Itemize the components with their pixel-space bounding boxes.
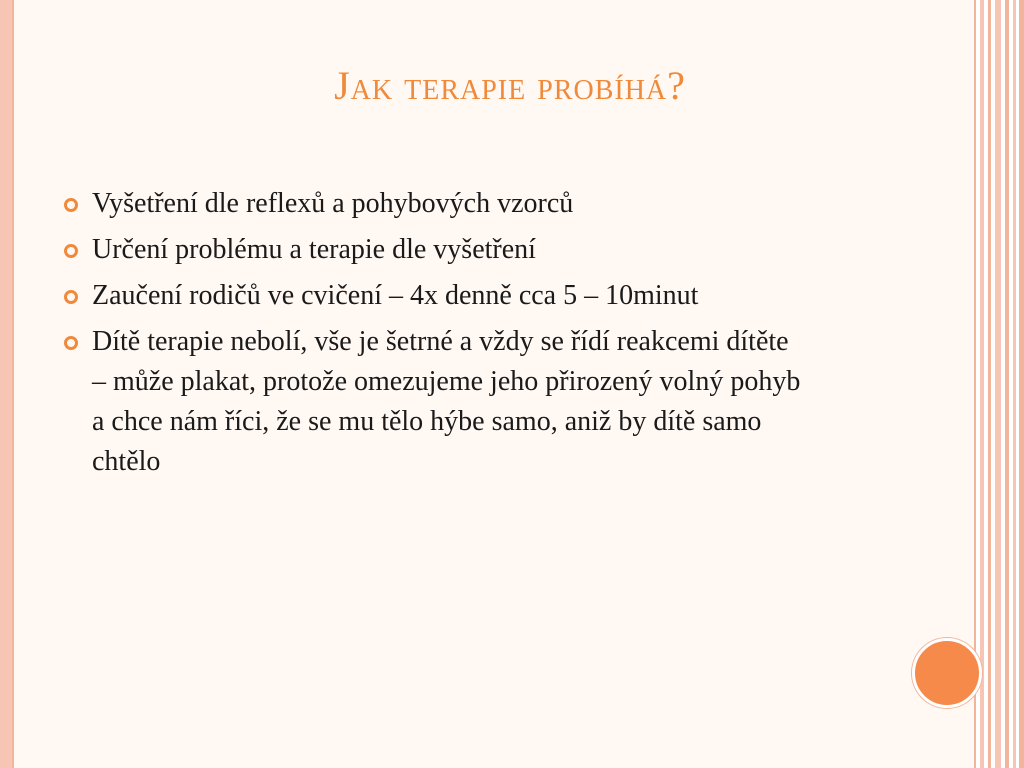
bullet-ring-icon	[64, 198, 78, 212]
bullet-item	[64, 276, 804, 316]
bullet-ring-icon	[64, 290, 78, 304]
decorative-circle	[912, 638, 982, 708]
decorative-stripe	[1005, 0, 1009, 768]
bullet-ring-icon	[64, 336, 78, 350]
decorative-stripe	[988, 0, 991, 768]
slide-title: Jak terapie probíhá?	[334, 63, 686, 108]
bullet-item	[64, 230, 804, 270]
decorative-stripe	[980, 0, 984, 768]
bullet-item	[64, 322, 804, 482]
bullet-text: Dítě terapie nebolí, vše je šetrné a vždy se řídí reakcemi dítěte – může plakat, protože omezujeme jeho přirozený volný pohyb a chce nám říci, že se mu tělo hýbe samo, aniž by dítě samo chtělo	[92, 326, 801, 477]
decorative-stripe	[995, 0, 1001, 768]
bullet-text: Určení problému a terapie dle vyšetření	[92, 234, 536, 265]
bullet-item	[64, 184, 804, 224]
bullet-ring-icon	[64, 244, 78, 258]
bullet-text: Zaučení rodičů ve cvičení – 4x denně cca 5 – 10minut	[92, 280, 699, 311]
bullet-list	[64, 184, 804, 488]
decorative-stripe	[1019, 0, 1024, 768]
bullet-text: Vyšetření dle reflexů a pohybových vzorců	[92, 188, 574, 219]
decorative-stripe	[1013, 0, 1016, 768]
